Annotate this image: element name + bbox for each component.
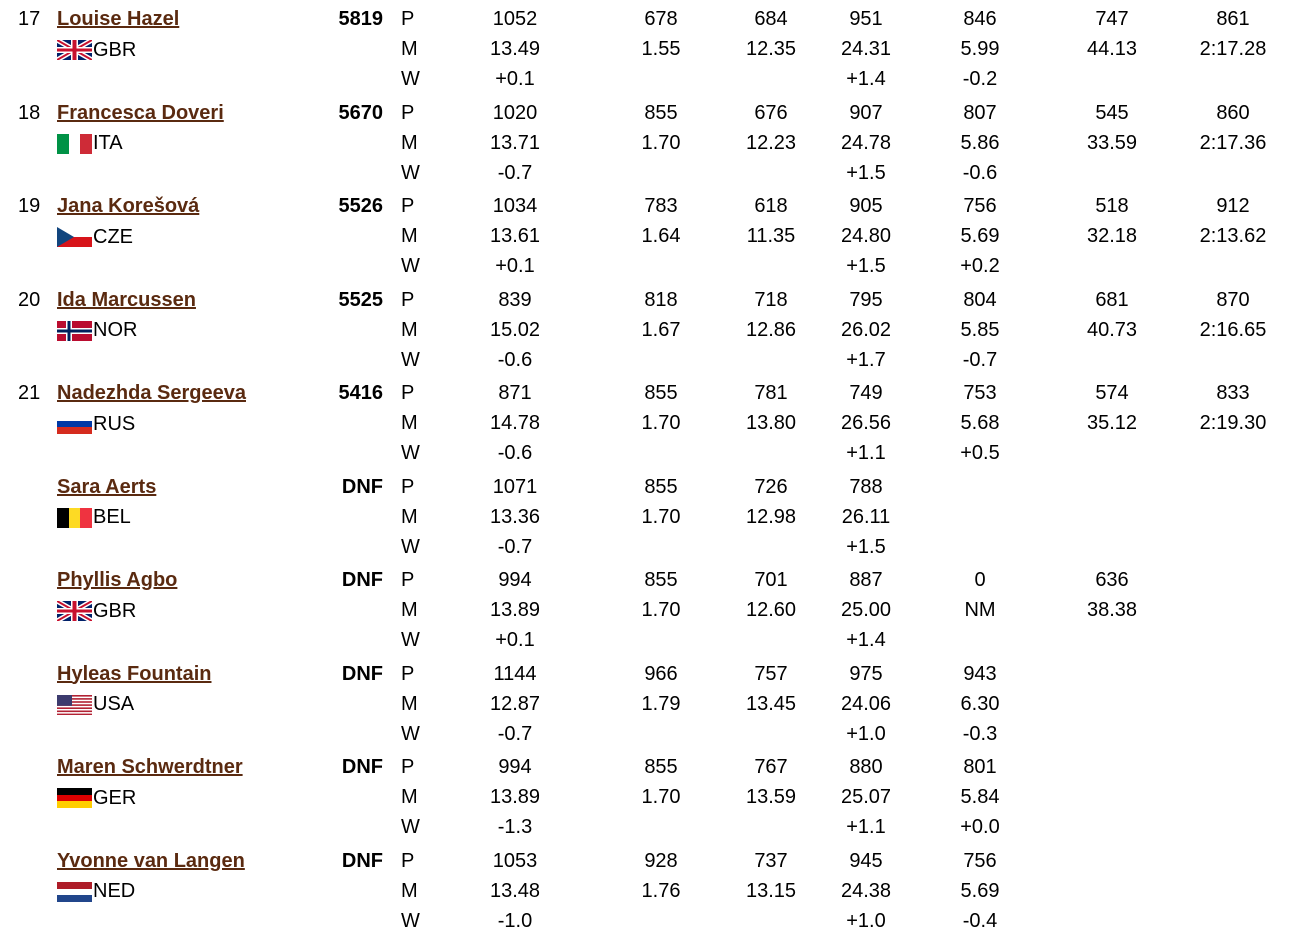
event-mark: 5.85 xyxy=(960,318,1000,341)
event-mark: 1.67 xyxy=(641,318,681,341)
event-mark: 1.70 xyxy=(641,599,681,621)
event-mark: 13.80 xyxy=(745,412,797,434)
event-points: 788 xyxy=(849,475,883,498)
country xyxy=(57,225,133,249)
event-points: 518 xyxy=(1095,195,1129,217)
event-points: 783 xyxy=(644,195,678,217)
flag-icon xyxy=(57,321,92,341)
total-score: 5416 xyxy=(338,382,383,404)
flag-icon xyxy=(57,601,92,621)
flag-icon xyxy=(57,695,92,715)
athlete-name-link[interactable]: Phyllis Agbo xyxy=(57,569,178,591)
event-mark: 26.56 xyxy=(840,412,892,434)
country-code: GER xyxy=(93,786,137,809)
event-mark: 5.99 xyxy=(960,38,1000,60)
row-type-label: P xyxy=(401,662,415,685)
event-points: 880 xyxy=(849,756,883,778)
country xyxy=(57,599,136,623)
event-wind: +1.0 xyxy=(846,722,886,745)
rank: 19 xyxy=(18,195,41,217)
athlete-row xyxy=(0,655,1290,748)
event-mark: 24.80 xyxy=(840,225,892,247)
country xyxy=(57,880,135,904)
row-type-label: W xyxy=(401,161,420,184)
event-mark: 15.02 xyxy=(489,318,541,341)
event-points: 905 xyxy=(849,195,883,217)
event-mark: 13.89 xyxy=(489,599,541,621)
row-type-label: M xyxy=(401,412,418,434)
event-mark: 26.02 xyxy=(840,318,892,341)
event-wind: +0.5 xyxy=(960,442,1000,464)
country xyxy=(57,693,134,717)
total-score: DNF xyxy=(341,662,383,685)
athlete-row xyxy=(0,748,1290,841)
event-points: 737 xyxy=(754,849,788,872)
event-points: 912 xyxy=(1216,195,1250,217)
event-wind: +1.7 xyxy=(846,348,886,371)
event-mark: 13.59 xyxy=(745,786,797,808)
athlete-name-link[interactable]: Francesca Doveri xyxy=(57,101,224,124)
event-points: 855 xyxy=(644,569,678,591)
event-points: 684 xyxy=(754,8,788,30)
country-code: GBR xyxy=(93,599,137,622)
event-points: 747 xyxy=(1095,8,1129,30)
event-wind: +1.0 xyxy=(846,909,886,932)
country-code: GBR xyxy=(93,38,137,61)
event-points: 804 xyxy=(963,288,997,311)
flag-icon xyxy=(57,134,92,154)
athlete-row xyxy=(0,468,1290,561)
country xyxy=(57,506,131,530)
event-mark: 14.78 xyxy=(489,412,541,434)
event-mark: 1.64 xyxy=(641,225,681,247)
athlete-name-link[interactable]: Maren Schwerdtner xyxy=(57,756,243,778)
event-points: 636 xyxy=(1095,569,1129,591)
event-mark: 13.61 xyxy=(489,225,541,247)
event-wind: +1.5 xyxy=(846,535,886,558)
country-code: CZE xyxy=(93,225,133,248)
event-wind: -0.3 xyxy=(962,722,998,745)
event-mark: 5.84 xyxy=(960,786,1000,808)
event-points: 907 xyxy=(849,101,883,124)
event-points: 756 xyxy=(963,849,997,872)
event-points: 681 xyxy=(1095,288,1129,311)
event-points: 1053 xyxy=(492,849,538,872)
event-mark: 13.45 xyxy=(745,692,797,715)
event-wind: -0.4 xyxy=(962,909,998,932)
event-points: 781 xyxy=(754,382,788,404)
event-mark: 12.35 xyxy=(745,38,797,60)
event-wind: -0.7 xyxy=(497,161,533,184)
event-wind: -0.6 xyxy=(962,161,998,184)
row-type-label: M xyxy=(401,505,418,528)
event-mark: 13.89 xyxy=(489,786,541,808)
row-type-label: M xyxy=(401,225,418,247)
event-wind: -0.2 xyxy=(962,68,998,90)
event-wind: -0.6 xyxy=(497,442,533,464)
row-type-label: P xyxy=(401,849,415,872)
event-mark: 5.86 xyxy=(960,131,1000,154)
row-type-label: P xyxy=(401,101,415,124)
event-mark: 2:17.36 xyxy=(1199,131,1267,154)
event-wind: -1.3 xyxy=(497,816,533,838)
athlete-name-link[interactable]: Hyleas Fountain xyxy=(57,662,212,685)
event-points: 871 xyxy=(498,382,532,404)
event-points: 807 xyxy=(963,101,997,124)
event-points: 1144 xyxy=(493,662,537,685)
row-type-label: M xyxy=(401,318,418,341)
row-type-label: W xyxy=(401,348,420,371)
row-type-label: W xyxy=(401,442,420,464)
event-wind: +1.5 xyxy=(846,255,886,277)
event-points: 855 xyxy=(644,101,678,124)
row-type-label: W xyxy=(401,68,420,90)
event-points: 757 xyxy=(754,662,788,685)
country-code: ITA xyxy=(93,132,123,154)
event-mark: 1.70 xyxy=(641,786,681,808)
country xyxy=(57,786,136,810)
row-type-label: M xyxy=(401,692,418,715)
row-type-label: P xyxy=(401,382,415,404)
country xyxy=(57,412,135,436)
event-points: 678 xyxy=(644,8,678,30)
rank: 18 xyxy=(18,101,41,124)
event-mark: 12.87 xyxy=(489,692,541,715)
event-wind: +1.4 xyxy=(846,629,886,651)
event-mark: 13.71 xyxy=(489,131,541,154)
row-type-label: M xyxy=(401,879,418,902)
event-mark: 1.76 xyxy=(641,879,681,902)
event-wind: +1.1 xyxy=(846,442,886,464)
event-points: 801 xyxy=(963,756,997,778)
event-points: 994 xyxy=(498,756,532,778)
total-score: DNF xyxy=(341,756,383,778)
row-type-label: W xyxy=(401,629,420,651)
total-score: 5670 xyxy=(338,101,383,124)
athlete-name-link[interactable]: Ida Marcussen xyxy=(57,288,196,311)
event-points: 676 xyxy=(754,101,788,124)
event-mark: 2:13.62 xyxy=(1199,225,1267,247)
row-type-label: P xyxy=(401,288,415,311)
athlete-row xyxy=(0,94,1290,187)
event-wind: +0.2 xyxy=(960,255,1000,277)
event-mark: 12.98 xyxy=(745,505,797,528)
event-points: 0 xyxy=(974,569,986,591)
event-mark: 1.79 xyxy=(641,692,681,715)
event-mark: 24.78 xyxy=(840,131,892,154)
event-points: 839 xyxy=(498,288,532,311)
total-score: DNF xyxy=(341,849,383,872)
event-mark: 1.70 xyxy=(641,505,681,528)
event-mark: 24.31 xyxy=(840,38,892,60)
event-points: 846 xyxy=(963,8,997,30)
row-type-label: W xyxy=(401,255,420,277)
total-score: 5526 xyxy=(338,195,383,217)
event-wind: -0.6 xyxy=(497,348,533,371)
athlete-row xyxy=(0,842,1290,935)
row-type-label: M xyxy=(401,38,418,60)
event-mark: 13.15 xyxy=(745,879,797,902)
athlete-name-link[interactable]: Louise Hazel xyxy=(57,8,180,30)
event-mark: 26.11 xyxy=(841,505,891,528)
event-points: 1052 xyxy=(492,8,538,30)
event-points: 966 xyxy=(644,662,678,685)
country xyxy=(57,38,136,62)
event-mark: 2:17.28 xyxy=(1199,38,1267,60)
event-mark: 1.70 xyxy=(641,412,681,434)
event-points: 749 xyxy=(849,382,883,404)
country-code: USA xyxy=(93,693,135,715)
row-type-label: W xyxy=(401,816,420,838)
row-type-label: P xyxy=(401,569,415,591)
event-mark: 33.59 xyxy=(1086,131,1138,154)
event-wind: +0.0 xyxy=(960,816,1000,838)
rank: 21 xyxy=(18,382,41,404)
row-type-label: M xyxy=(401,599,418,621)
flag-icon xyxy=(57,414,92,434)
athlete-row xyxy=(0,561,1290,654)
event-points: 928 xyxy=(644,849,678,872)
event-points: 855 xyxy=(644,756,678,778)
event-mark: 5.69 xyxy=(960,879,1000,902)
total-score: DNF xyxy=(341,569,383,591)
event-mark: 44.13 xyxy=(1086,38,1138,60)
rank: 20 xyxy=(18,288,41,311)
event-points: 574 xyxy=(1095,382,1129,404)
row-type-label: W xyxy=(401,535,420,558)
event-points: 943 xyxy=(963,662,997,685)
country-code: NOR xyxy=(93,319,138,341)
athlete-name-link[interactable]: Jana Korešová xyxy=(57,195,200,217)
event-points: 975 xyxy=(849,662,883,685)
country xyxy=(57,132,123,156)
event-mark: 32.18 xyxy=(1086,225,1138,247)
event-points: 1020 xyxy=(492,101,538,124)
event-mark: 12.60 xyxy=(745,599,797,621)
event-mark: 12.86 xyxy=(745,318,797,341)
event-points: 1071 xyxy=(492,475,538,498)
event-wind: -0.7 xyxy=(962,348,998,371)
event-points: 618 xyxy=(754,195,788,217)
event-points: 860 xyxy=(1216,101,1250,124)
event-wind: +0.1 xyxy=(495,629,535,651)
event-points: 718 xyxy=(754,288,788,311)
event-mark: 40.73 xyxy=(1086,318,1138,341)
rank: 17 xyxy=(18,8,41,30)
athlete-row xyxy=(0,187,1290,280)
event-wind: -0.7 xyxy=(497,722,533,745)
event-mark: 1.55 xyxy=(641,38,681,60)
row-type-label: P xyxy=(401,475,415,498)
athlete-row xyxy=(0,281,1290,374)
athlete-name-link[interactable]: Sara Aerts xyxy=(57,475,157,498)
event-points: 1034 xyxy=(492,195,538,217)
event-wind: +1.4 xyxy=(846,68,886,90)
event-mark: 35.12 xyxy=(1086,412,1138,434)
event-points: 861 xyxy=(1216,8,1250,30)
event-points: 545 xyxy=(1095,101,1129,124)
flag-icon xyxy=(57,882,92,902)
row-type-label: W xyxy=(401,909,420,932)
event-mark: 6.30 xyxy=(960,692,1000,715)
total-score: DNF xyxy=(341,475,383,498)
country xyxy=(57,319,137,343)
event-points: 818 xyxy=(644,288,678,311)
event-points: 726 xyxy=(754,475,788,498)
event-mark: 13.48 xyxy=(489,879,541,902)
event-points: 945 xyxy=(849,849,883,872)
event-points: 887 xyxy=(849,569,883,591)
athlete-name-link[interactable]: Yvonne van Langen xyxy=(57,849,245,872)
row-type-label: M xyxy=(401,786,418,808)
event-mark: 25.00 xyxy=(840,599,892,621)
event-points: 767 xyxy=(754,756,788,778)
athlete-row xyxy=(0,374,1290,467)
country-code: RUS xyxy=(93,412,136,435)
event-mark: 2:19.30 xyxy=(1199,412,1267,434)
event-wind: -0.7 xyxy=(497,535,533,558)
event-wind: +1.5 xyxy=(846,161,886,184)
event-points: 994 xyxy=(498,569,532,591)
event-mark: 5.68 xyxy=(960,412,1000,434)
row-type-label: P xyxy=(401,195,415,217)
event-wind: -1.0 xyxy=(497,909,533,932)
event-points: 855 xyxy=(644,382,678,404)
event-mark: 12.23 xyxy=(745,131,797,154)
event-mark: 24.06 xyxy=(840,692,892,715)
event-mark: 5.69 xyxy=(960,225,1000,247)
event-points: 701 xyxy=(754,569,788,591)
event-points: 753 xyxy=(963,382,997,404)
athlete-row xyxy=(0,0,1290,93)
event-points: 756 xyxy=(963,195,997,217)
event-wind: +0.1 xyxy=(495,255,535,277)
event-mark: 38.38 xyxy=(1086,599,1138,621)
country-code: BEL xyxy=(93,506,131,528)
event-mark: 25.07 xyxy=(840,786,892,808)
event-wind: +0.1 xyxy=(495,68,535,90)
event-points: 795 xyxy=(849,288,883,311)
event-mark: 11.35 xyxy=(746,225,796,247)
event-points: 833 xyxy=(1216,382,1250,404)
total-score: 5819 xyxy=(338,8,383,30)
athlete-name-link[interactable]: Nadezhda Sergeeva xyxy=(57,382,246,404)
row-type-label: P xyxy=(401,756,415,778)
flag-icon xyxy=(57,508,92,528)
row-type-label: M xyxy=(401,131,418,154)
country-code: NED xyxy=(93,880,136,902)
event-mark: 2:16.65 xyxy=(1199,318,1267,341)
event-points: 855 xyxy=(644,475,678,498)
event-mark: 13.36 xyxy=(489,505,541,528)
total-score: 5525 xyxy=(338,288,383,311)
row-type-label: P xyxy=(401,8,415,30)
event-mark: 13.49 xyxy=(489,38,541,60)
flag-icon xyxy=(57,227,92,247)
event-points: 870 xyxy=(1216,288,1250,311)
row-type-label: W xyxy=(401,722,420,745)
flag-icon xyxy=(57,40,92,60)
flag-icon xyxy=(57,788,92,808)
event-wind: +1.1 xyxy=(846,816,886,838)
event-mark: 24.38 xyxy=(840,879,892,902)
event-mark: 1.70 xyxy=(641,131,681,154)
event-points: 951 xyxy=(849,8,883,30)
event-mark: NM xyxy=(964,599,996,621)
